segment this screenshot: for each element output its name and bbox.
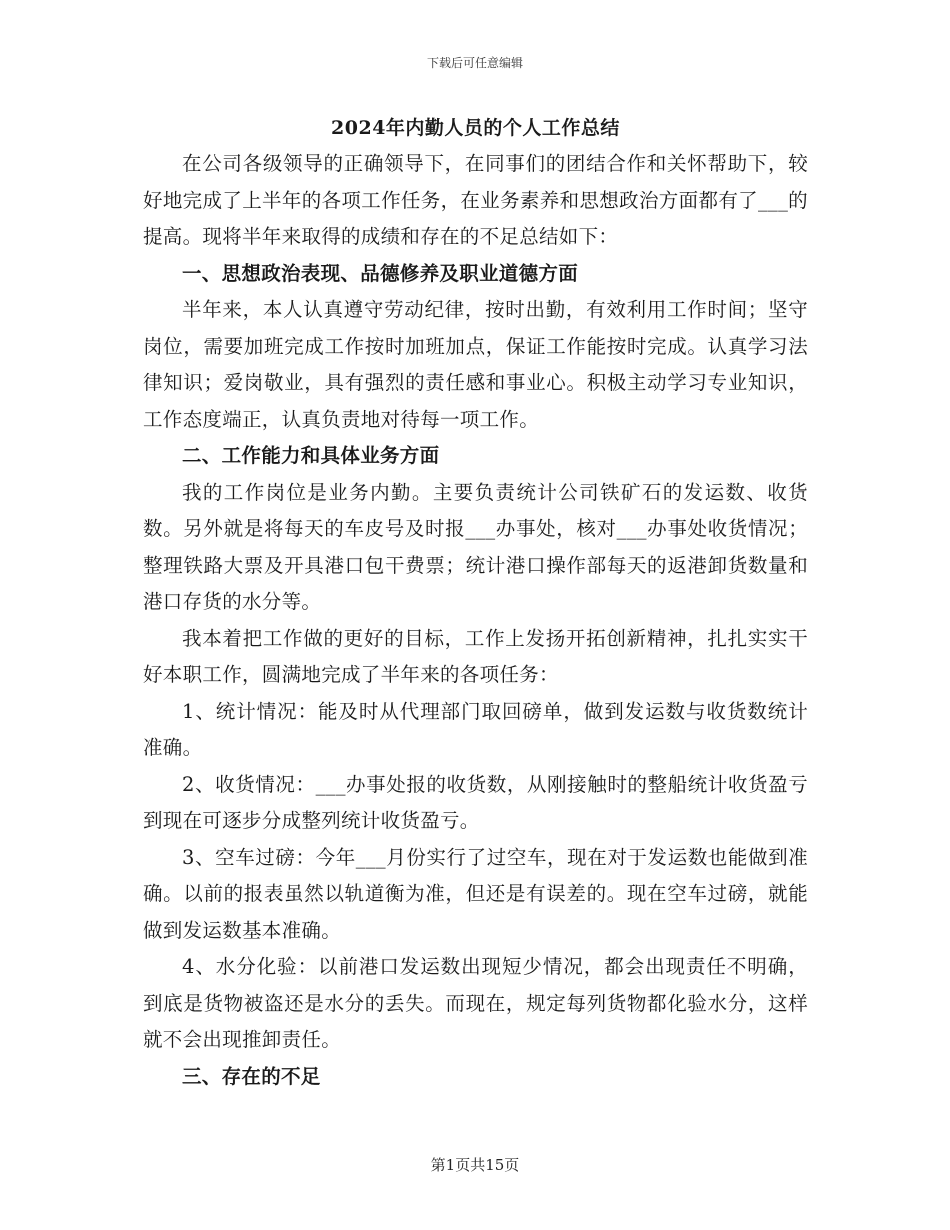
section3-heading: 三、存在的不足 (182, 1064, 321, 1088)
document-title: 2024年内勤人员的个人工作总结 (331, 117, 620, 139)
section2-paragraph-1: 我的工作岗位是业务内勤。主要负责统计公司铁矿石的发运数、收货数。另外就是将每天的车皮号及时报___办事处，核对___办事处收货情况；整理铁路大票及开具港口包干费票；统计港口操作部每天的返港卸货数量和港口存货的水分等。 (143, 480, 808, 613)
document-content (143, 110, 808, 1095)
header-note: 下载后可任意编辑 (426, 56, 523, 70)
page-number: 第1页共15页 (430, 1156, 520, 1174)
section1-heading: 一、思想政治表现、品德修养及职业道德方面 (182, 261, 579, 285)
intro-paragraph: 在公司各级领导的正确领导下，在同事们的团结合作和关怀帮助下，较好地完成了上半年的各项工作任务，在业务素养和思想政治方面都有了___的提高。现将半年来取得的成绩和存在的不足总结如下： (143, 152, 808, 248)
list-item: 2、收货情况：___办事处报的收货数，从刚接触时的整船统计收货盈亏到现在可逐步分成整列统计收货盈亏。 (143, 772, 808, 832)
list-item: 3、空车过磅：今年___月份实行了过空车，现在对于发运数也能做到准确。以前的报表虽然以轨道衡为准，但还是有误差的。现在空车过磅，就能做到发运数基本准确。 (143, 845, 808, 942)
list-item: 1、统计情况：能及时从代理部门取回磅单，做到发运数与收货数统计准确。 (143, 699, 808, 759)
section2-paragraph-2: 我本着把工作做的更好的目标，工作上发扬开拓创新精神，扎扎实实干好本职工作，圆满地完成了半年来的各项任务： (143, 626, 808, 686)
section2-heading: 二、工作能力和具体业务方面 (182, 444, 440, 467)
section1-paragraph: 半年来，本人认真遵守劳动纪律，按时出勤，有效利用工作时间；坚守岗位，需要加班完成工作按时加班加点，保证工作能按时完成。认真学习法律知识；爱岗敬业，具有强烈的责任感和事业心。积极主动学习专业知识，工作态度端正，认真负责地对待每一项工作。 (143, 298, 808, 431)
list-item: 4、水分化验：以前港口发运数出现短少情况，都会出现责任不明确，到底是货物被盗还是水分的丢失。而现在，规定每列货物都化验水分，这样就不会出现推卸责任。 (143, 955, 808, 1051)
